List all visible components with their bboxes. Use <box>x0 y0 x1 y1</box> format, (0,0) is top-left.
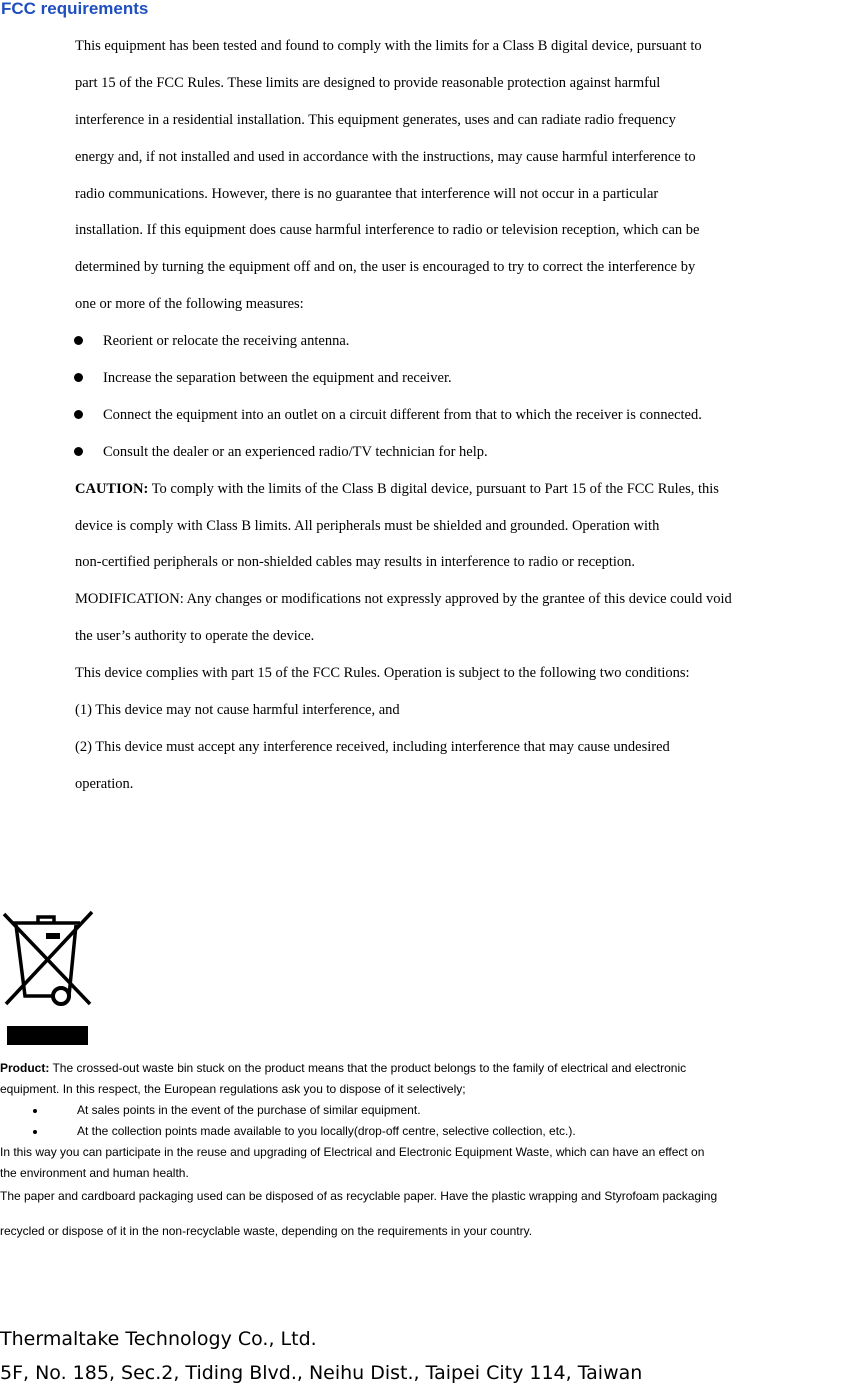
paragraph-line: one or more of the following measures: <box>75 296 304 313</box>
caution-text: To comply with the limits of the Class B digital device, pursuant to Part 15 of the FCC Rules, this <box>151 480 719 497</box>
measure-item: Increase the separation between the equipment and receiver. <box>75 366 855 403</box>
modification-line: the user’s authority to operate the device. <box>75 628 315 645</box>
company-address: 5F, No. 185, Sec.2, Tiding Blvd., Neihu Dist., Taipei City 114, Taiwan <box>0 1362 643 1384</box>
caution-line: non-certified peripherals or non-shielded cables may results in interference to radio or reception. <box>75 554 636 571</box>
product-line: equipment. In this respect, the European regulations ask you to dispose of it selectively; <box>0 1082 466 1096</box>
participation-line: In this way you can participate in the reuse and upgrading of Electrical and Electronic Equipment Waste, which can have an effect on <box>0 1145 705 1159</box>
company-info <box>0 1322 642 1390</box>
compliance-line: (1) This device may not cause harmful interference, and <box>75 702 400 719</box>
caution-label: CAUTION: <box>75 480 149 497</box>
company-name: Thermaltake Technology Co., Ltd. <box>0 1328 317 1350</box>
disposal-option: At sales points in the event of the purchase of similar equipment. <box>0 1100 864 1121</box>
packaging-line: The paper and cardboard packaging used can be disposed of as recyclable paper. Have the plastic wrapping and Styrofoam packaging <box>0 1189 718 1203</box>
fcc-title: FCC requirements <box>1 0 149 18</box>
modification-line: MODIFICATION: Any changes or modifications not expressly approved by the grantee of this device could void <box>75 591 732 608</box>
weee-section <box>0 1058 864 1242</box>
measure-item: Consult the dealer or an experienced radio/TV technician for help. <box>75 440 855 477</box>
compliance-line: This device complies with part 15 of the FCC Rules. Operation is subject to the following two conditions: <box>75 665 690 682</box>
paragraph-line: installation. If this equipment does cause harmful interference to radio or television reception, which can be <box>75 222 700 239</box>
paragraph-line: part 15 of the FCC Rules. These limits are designed to provide reasonable protection against harmful <box>75 74 661 91</box>
paragraph-line: interference in a residential installation. This equipment generates, uses and can radiate radio frequency <box>75 111 676 128</box>
measure-item: Reorient or relocate the receiving antenna. <box>75 329 855 366</box>
product-label: Product: <box>0 1061 50 1075</box>
compliance-line: (2) This device must accept any interference received, including interference that may cause undesired <box>75 738 670 755</box>
paragraph-line: radio communications. However, there is no guarantee that interference will not occur in a particular <box>75 185 659 202</box>
paragraph-line: energy and, if not installed and used in accordance with the instructions, may cause harmful interference to <box>75 148 696 165</box>
compliance-line: operation. <box>75 775 134 792</box>
participation-line: the environment and human health. <box>0 1166 189 1180</box>
measure-item: Connect the equipment into an outlet on a circuit different from that to which the receiver is connected. <box>75 403 855 440</box>
paragraph-line: determined by turning the equipment off and on, the user is encouraged to try to correct the interference by <box>75 259 696 276</box>
paragraph-line: This equipment has been tested and found to comply with the limits for a Class B digital device, pursuant to <box>75 38 702 54</box>
packaging-line: recycled or dispose of it in the non-recyclable waste, depending on the requirements in your country. <box>0 1224 533 1238</box>
fcc-section <box>75 34 855 809</box>
disposal-option: At the collection points made available to you locally(drop-off centre, selective collection, etc.). <box>0 1121 864 1142</box>
product-line <box>0 1058 864 1079</box>
caution-line: device is comply with Class B limits. All peripherals must be shielded and grounded. Operation with <box>75 517 660 534</box>
crossed-out-wheelie-bin-icon <box>0 908 96 1048</box>
product-text: The crossed-out waste bin stuck on the product means that the product belongs to the family of electrical and electronic <box>52 1061 687 1075</box>
caution-line <box>75 477 855 514</box>
